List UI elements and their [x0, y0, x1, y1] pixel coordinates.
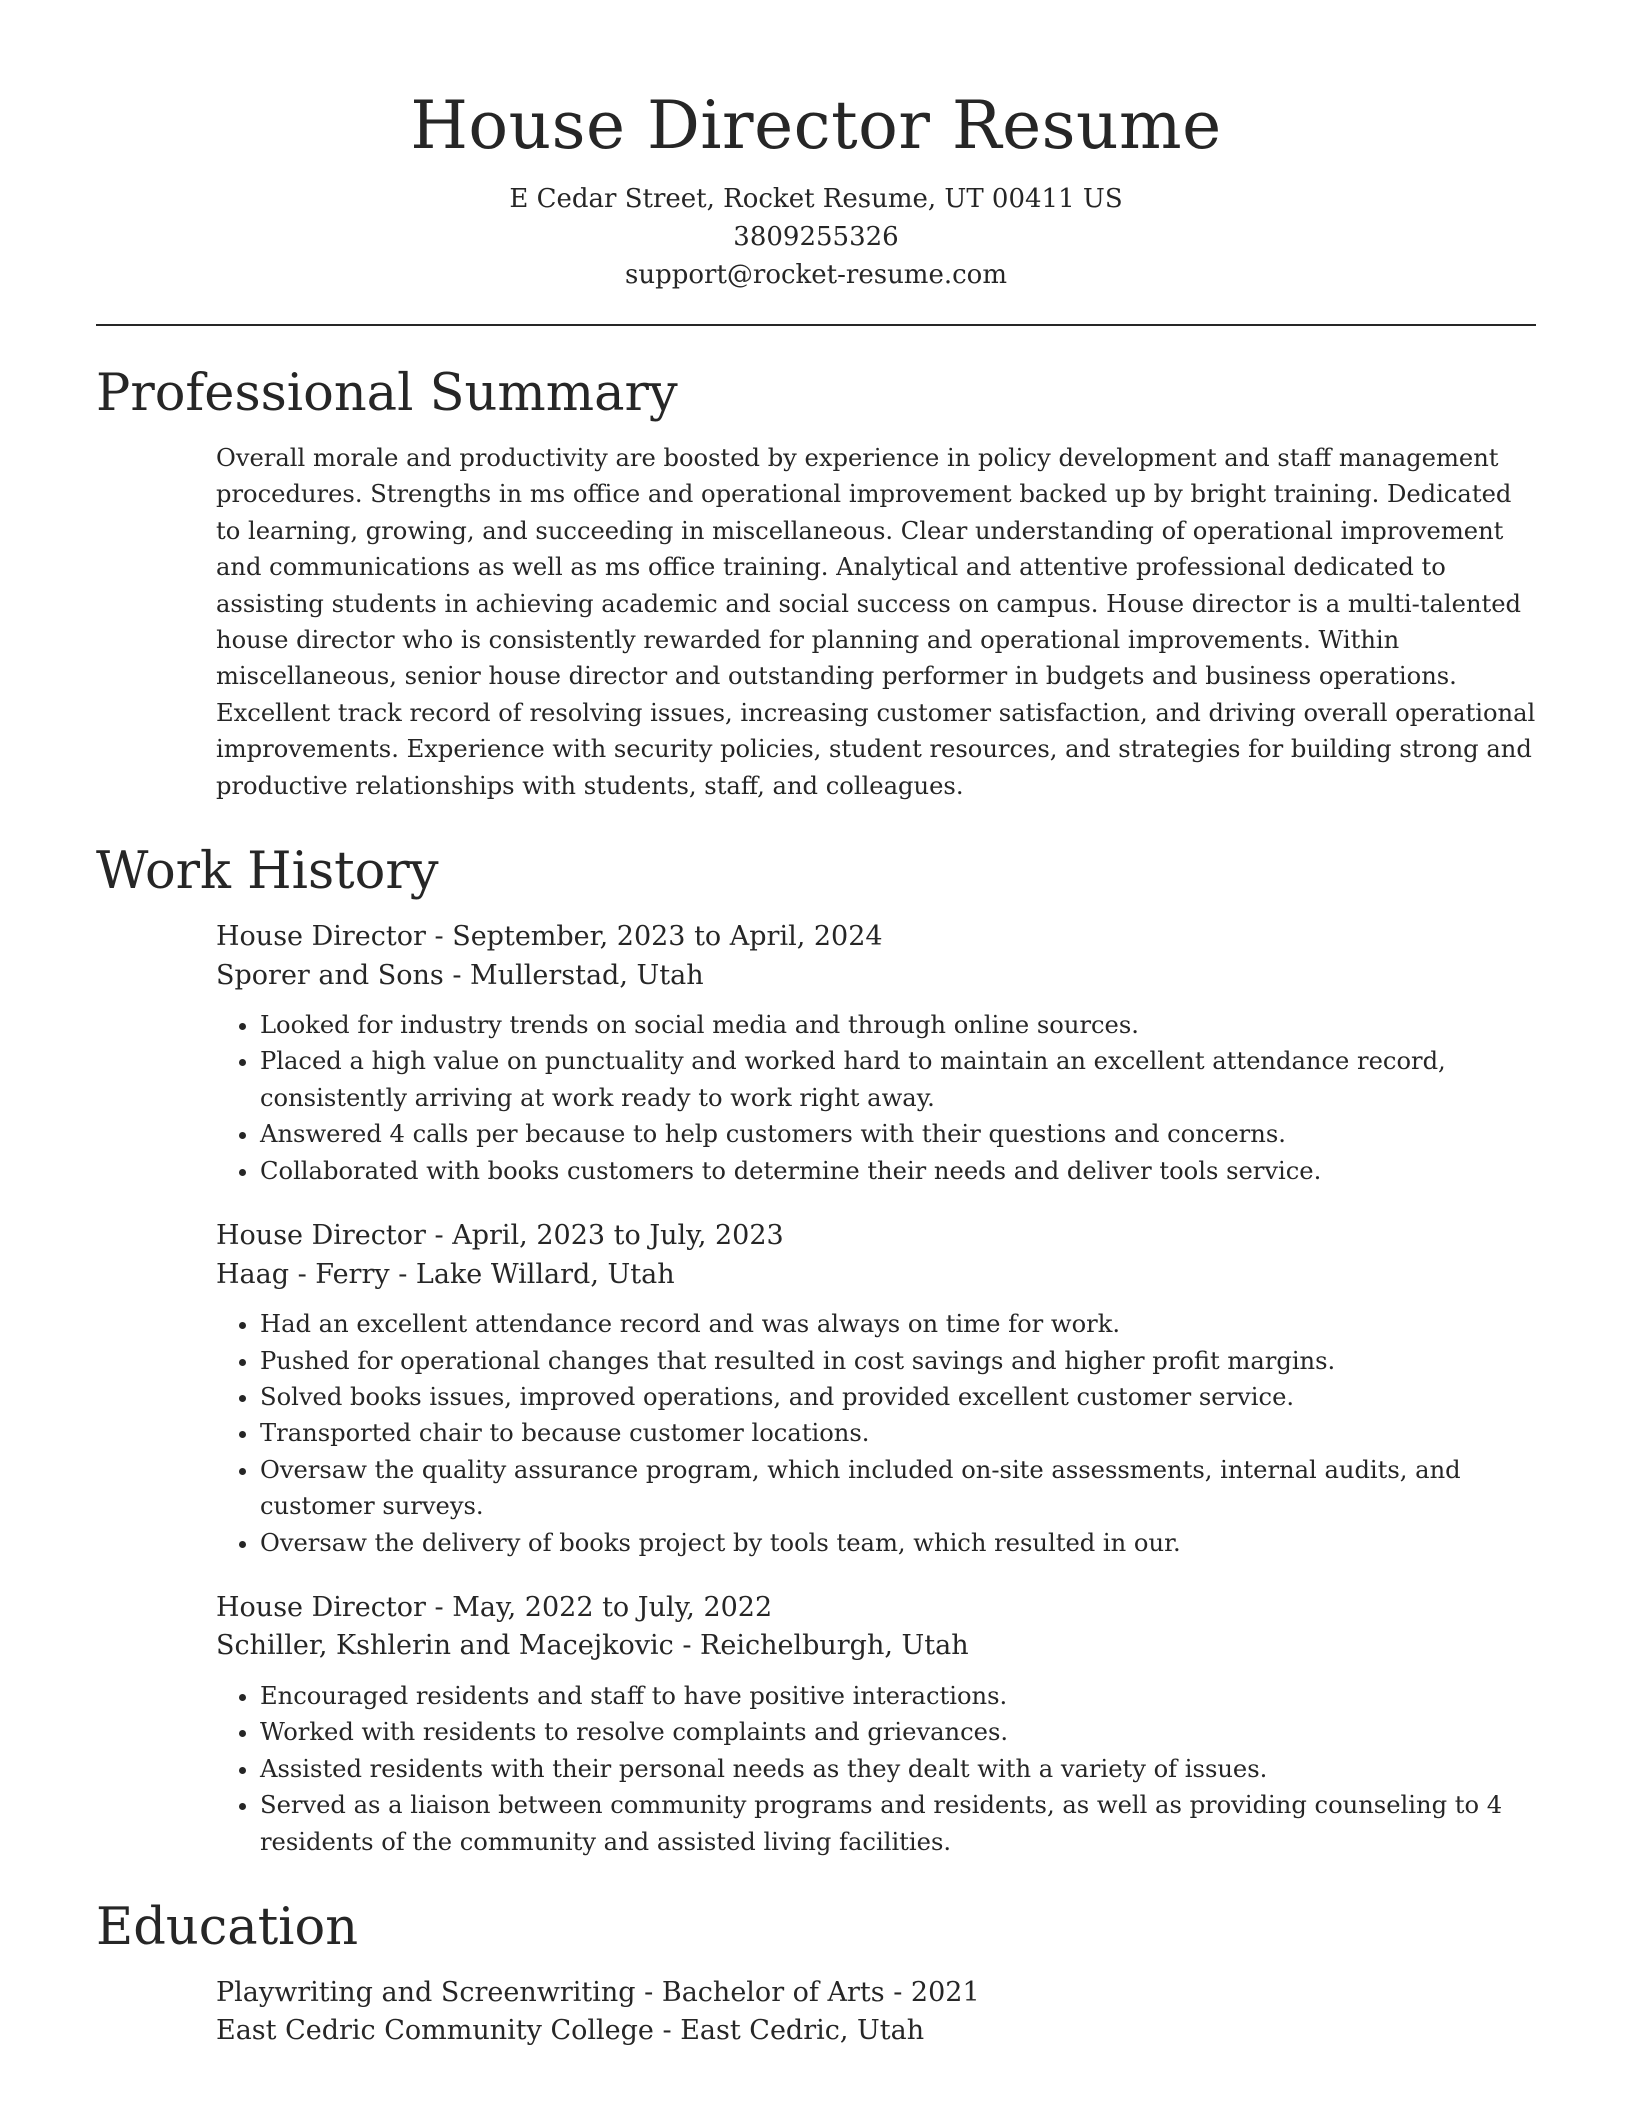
- job-bullet: • Assisted residents with their personal needs as they dealt with a variety of issues.: [260, 1751, 1536, 1787]
- job-company-line: [216, 1256, 1536, 1295]
- job-dates: - May, 2022 to July, 2022: [425, 1591, 773, 1623]
- job-location: - Lake Willard, Utah: [389, 1258, 675, 1290]
- contact-phone: 3809255326: [733, 222, 899, 252]
- job-bullet: • Solved books issues, improved operations, and provided excellent customer service.: [260, 1379, 1536, 1415]
- work-history-heading: Work History: [96, 842, 439, 902]
- job-company: Schiller, Kshlerin and Macejkovic: [216, 1630, 674, 1662]
- job-bullet: • Worked with residents to resolve complaints and grievances.: [260, 1714, 1536, 1750]
- job-title: House Director: [216, 1591, 426, 1623]
- job-dates: - September, 2023 to April, 2024: [425, 921, 883, 953]
- education-heading: Education: [96, 1897, 359, 1957]
- summary-heading: Professional Summary: [96, 364, 678, 423]
- job-bullet: • Transported chair to because customer locations.: [260, 1415, 1536, 1451]
- job-bullet: • Oversaw the delivery of books project by tools team, which resulted in our.: [260, 1525, 1536, 1561]
- job-bullet: • Collaborated with books customers to determine their needs and deliver tools service.: [260, 1153, 1536, 1189]
- job-title: House Director: [216, 921, 426, 953]
- summary-text: Overall morale and productivity are boosted by experience in policy development and staff management procedures. Strengths in ms office and operational improvement backed up by bright training. Dedicated to learning, growing, and succeeding in miscellaneous. Clear understanding of operational improvement and communications as well as ms office training. Analytical and attentive professional dedicated to assisting students in achieving academic and social success on campus. House director is a multi-talented house director who is consistently rewarded for planning and operational improvements. Within miscellaneous, senior house director and outstanding performer in budgets and business operations. Excellent track record of resolving issues, increasing customer satisfaction, and driving overall operational improvements. Experience with security policies, student resources, and strategies for building strong and productive relationships with students, staff, and colleagues.: [216, 444, 1536, 800]
- job-bullet: • Answered 4 calls per because to help customers with their questions and concerns.: [260, 1116, 1536, 1152]
- job-entry: [216, 1589, 1536, 1860]
- job-bullets: [216, 1007, 1536, 1189]
- job-location: - Mullerstad, Utah: [443, 959, 704, 991]
- job-location: - Reichelburgh, Utah: [673, 1630, 969, 1662]
- job-title-line: [216, 918, 1536, 957]
- job-company-line: [216, 957, 1536, 996]
- header-divider: [96, 324, 1536, 326]
- job-bullet: • Served as a liaison between community programs and residents, as well as providing counseling to 4 residents of the community and assisted living facilities.: [260, 1787, 1536, 1860]
- summary-section: [96, 364, 1536, 804]
- education-location: - East Cedric, Utah: [653, 2015, 925, 2047]
- contact-email: support@rocket-resume.com: [624, 260, 1007, 290]
- job-bullet: • Had an excellent attendance record and was always on time for work.: [260, 1306, 1536, 1342]
- education-degree: Playwriting and Screenwriting - Bachelor of Arts - 2021: [216, 1976, 980, 2008]
- contact-block: [0, 180, 1632, 294]
- job-bullets: [216, 1678, 1536, 1860]
- job-bullet: • Placed a high value on punctuality and worked hard to maintain an excellent attendance record, consistently arriving at work ready to work right away.: [260, 1043, 1536, 1116]
- page-title: House Director Resume: [410, 87, 1222, 164]
- resume-header: [0, 0, 1632, 294]
- job-entry: [216, 918, 1536, 1189]
- job-bullet: • Encouraged residents and staff to have positive interactions.: [260, 1678, 1536, 1714]
- job-bullet: • Oversaw the quality assurance program, which included on-site assessments, internal audits, and customer surveys.: [260, 1452, 1536, 1525]
- job-bullet: • Looked for industry trends on social media and through online sources.: [260, 1007, 1536, 1043]
- education-school: East Cedric Community College: [216, 2015, 654, 2047]
- job-title-line: [216, 1217, 1536, 1256]
- job-company: Sporer and Sons: [216, 959, 444, 991]
- job-company: Haag - Ferry: [216, 1258, 390, 1290]
- education-school-line: [216, 2012, 1536, 2051]
- job-company-line: [216, 1627, 1536, 1666]
- job-dates: - April, 2023 to July, 2023: [425, 1220, 784, 1252]
- job-title: House Director: [216, 1220, 426, 1252]
- contact-address: E Cedar Street, Rocket Resume, UT 00411 US: [509, 184, 1123, 214]
- job-bullet: • Pushed for operational changes that resulted in cost savings and higher profit margins.: [260, 1343, 1536, 1379]
- work-history-section: [96, 842, 1536, 1860]
- education-section: [96, 1898, 1536, 2051]
- job-title-line: [216, 1589, 1536, 1628]
- job-entry: [216, 1217, 1536, 1561]
- job-bullets: [216, 1306, 1536, 1561]
